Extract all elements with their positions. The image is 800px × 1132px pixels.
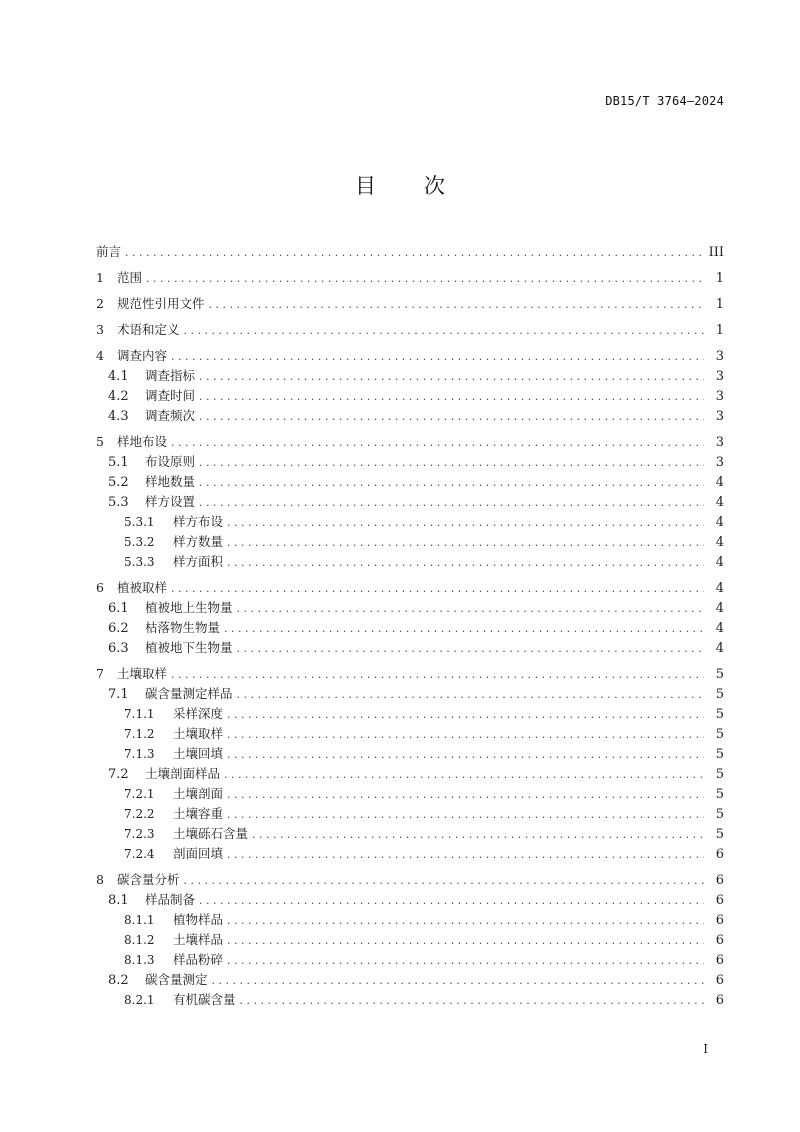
title-char-2: 次 [424,174,445,198]
toc-entry-page: 4 [715,535,724,550]
toc-entry-label: 前言 [96,244,122,259]
toc-entry[interactable] [96,724,724,744]
toc-dot-leader [237,599,704,619]
toc-entry[interactable] [96,950,724,970]
toc-entry[interactable] [96,618,724,638]
toc-entry-number: 8.1.1 [124,913,155,927]
toc-dot-leader [227,553,704,573]
page-title [0,170,800,200]
toc-entry-page: 4 [715,641,724,656]
toc-entry-number: 8.1.3 [124,953,155,967]
toc-entry[interactable] [96,512,724,532]
toc-entry-page: 6 [715,953,724,968]
toc-entry-page: 5 [715,747,724,762]
toc-dot-leader [227,725,704,745]
toc-dot-leader [146,269,704,289]
toc-dot-leader [209,295,704,315]
toc-dot-leader [237,639,704,659]
toc-entry-label: 样品制备 [145,892,196,907]
toc-dot-leader [227,845,704,865]
toc-dot-leader [199,387,704,407]
toc-entry-label: 土壤剖面样品 [145,766,221,781]
toc-dot-leader [171,665,704,685]
toc-entry-number: 7.2.4 [124,847,155,861]
toc-dot-leader [252,825,704,845]
toc-entry-number: 8 [96,872,104,887]
toc-entry[interactable] [96,268,724,288]
toc-entry-number: 4.3 [108,409,129,424]
toc-entry[interactable] [96,320,724,340]
toc-dot-leader [227,931,704,951]
toc-entry[interactable] [96,990,724,1010]
toc-entry[interactable] [96,704,724,724]
toc-entry-page: 4 [715,495,724,510]
toc-entry-label: 碳含量分析 [117,872,180,887]
toc-entry-label: 植被地上生物量 [145,600,233,615]
table-of-contents [96,242,724,1010]
toc-entry-label: 调查频次 [145,408,196,423]
toc-entry-page: 4 [715,515,724,530]
toc-entry-number: 5.3 [108,495,129,510]
toc-entry-label: 植被地下生物量 [145,640,233,655]
toc-dot-leader [224,619,704,639]
toc-entry-label: 样品粉碎 [173,952,224,967]
toc-entry[interactable] [96,824,724,844]
toc-dot-leader [171,433,704,453]
toc-entry-number: 8.2.1 [124,993,155,1007]
toc-dot-leader [184,871,704,891]
toc-entry-label: 植被取样 [117,580,168,595]
toc-entry-label: 碳含量测定样品 [145,686,233,701]
toc-entry-number: 7.1 [108,687,129,702]
toc-entry-label: 碳含量测定 [145,972,208,987]
toc-entry-page: 1 [715,297,724,312]
toc-entry-number: 5.3.3 [124,555,155,569]
toc-entry[interactable] [96,386,724,406]
toc-entry-label: 调查内容 [117,348,168,363]
toc-entry-number: 4.2 [108,389,129,404]
toc-entry-page: 6 [715,847,724,862]
toc-entry-label: 土壤剖面 [173,786,224,801]
toc-entry[interactable] [96,970,724,990]
toc-entry-label: 调查指标 [145,368,196,383]
toc-entry-page: 5 [715,767,724,782]
toc-entry-label: 土壤砾石含量 [173,826,249,841]
toc-dot-leader [227,951,704,971]
toc-entry[interactable] [96,366,724,386]
toc-entry-label: 土壤容重 [173,806,224,821]
toc-entry-number: 7.2 [108,767,129,782]
toc-entry-label: 样方数量 [173,534,224,549]
toc-entry[interactable] [96,910,724,930]
toc-entry-number: 7.1.3 [124,747,155,761]
toc-entry-number: 7.2.2 [124,807,155,821]
toc-entry[interactable] [96,664,724,684]
toc-dot-leader [227,533,704,553]
toc-entry-number: 8.1 [108,893,129,908]
toc-entry[interactable] [96,346,724,366]
toc-dot-leader [227,513,704,533]
toc-entry[interactable] [96,242,724,262]
toc-entry-number: 6.2 [108,621,129,636]
toc-entry-page: 6 [715,973,724,988]
toc-entry-page: 6 [715,893,724,908]
toc-entry-page: 4 [715,601,724,616]
toc-entry-label: 样地数量 [145,474,196,489]
toc-entry-number: 5.3.1 [124,515,155,529]
toc-entry-number: 6.1 [108,601,129,616]
toc-entry[interactable] [96,552,724,572]
toc-entry-number: 1 [96,270,104,285]
toc-dot-leader [171,347,704,367]
toc-entry-page: 6 [715,933,724,948]
toc-entry-number: 8.2 [108,973,129,988]
toc-entry-page: 6 [715,873,724,888]
toc-entry-label: 样方设置 [145,494,196,509]
toc-entry-number: 5.1 [108,455,129,470]
toc-entry-number: 7.1.2 [124,727,155,741]
toc-entry-label: 植物样品 [173,912,224,927]
toc-entry[interactable] [96,598,724,618]
toc-entry-label: 采样深度 [173,706,224,721]
toc-entry-page: 4 [715,581,724,596]
toc-dot-leader [199,473,704,493]
toc-entry[interactable] [96,452,724,472]
toc-entry-page: 4 [715,475,724,490]
toc-entry-page: 5 [715,807,724,822]
toc-entry-label: 有机碳含量 [173,992,236,1007]
toc-entry-page: 1 [715,271,724,286]
toc-dot-leader [125,243,703,263]
toc-entry-label: 术语和定义 [117,322,180,337]
toc-entry-number: 7.1.1 [124,707,155,721]
toc-entry-number: 8.1.2 [124,933,155,947]
toc-entry[interactable] [96,684,724,704]
toc-entry-number: 7 [96,666,104,681]
toc-entry-label: 调查时间 [145,388,196,403]
toc-entry-label: 样方面积 [173,554,224,569]
toc-dot-leader [199,407,704,427]
toc-entry-page: 6 [715,913,724,928]
toc-entry-number: 7.2.1 [124,787,155,801]
toc-entry-page: 3 [715,349,724,364]
toc-entry-label: 剖面回填 [173,846,224,861]
toc-entry-label: 范围 [117,270,143,285]
toc-dot-leader [199,453,704,473]
toc-entry-number: 7.2.3 [124,827,155,841]
toc-entry-number: 6 [96,580,104,595]
toc-entry-number: 4 [96,348,104,363]
toc-entry[interactable] [96,890,724,910]
toc-entry[interactable] [96,432,724,452]
toc-entry-page: 3 [715,435,724,450]
toc-entry[interactable] [96,532,724,552]
toc-dot-leader [237,685,704,705]
toc-entry[interactable] [96,294,724,314]
toc-entry-label: 规范性引用文件 [117,296,205,311]
toc-entry-page: 6 [715,993,724,1008]
toc-entry-page: 5 [715,707,724,722]
toc-dot-leader [227,785,704,805]
toc-entry-page: 4 [715,621,724,636]
toc-entry[interactable] [96,492,724,512]
toc-entry-page: 4 [715,555,724,570]
toc-entry-page: 5 [715,787,724,802]
toc-entry-number: 4.1 [108,369,129,384]
toc-entry-page: 5 [715,667,724,682]
toc-entry-page: 3 [715,455,724,470]
toc-entry[interactable] [96,870,724,890]
toc-entry[interactable] [96,804,724,824]
toc-entry-label: 枯落物生物量 [145,620,221,635]
toc-dot-leader [199,367,704,387]
toc-entry-number: 5 [96,434,104,449]
toc-dot-leader [224,765,704,785]
toc-entry[interactable] [96,844,724,864]
toc-entry-number: 5.2 [108,475,129,490]
toc-entry-label: 土壤回填 [173,746,224,761]
document-code: DB15/T 3764—2024 [605,94,724,108]
footer-page-number: I [703,1042,708,1056]
toc-entry[interactable] [96,764,724,784]
toc-entry-label: 样地布设 [117,434,168,449]
toc-entry-page: 3 [715,369,724,384]
toc-dot-leader [171,579,704,599]
toc-entry-number: 2 [96,296,104,311]
toc-entry-number: 5.3.2 [124,535,155,549]
toc-dot-leader [212,971,704,991]
toc-entry-page: 5 [715,827,724,842]
toc-entry[interactable] [96,930,724,950]
toc-entry-label: 土壤取样 [117,666,168,681]
toc-dot-leader [227,805,704,825]
title-char-1: 目 [355,174,376,198]
toc-entry-page: 5 [715,727,724,742]
toc-dot-leader [227,705,704,725]
toc-entry-number: 6.3 [108,641,129,656]
toc-entry[interactable] [96,784,724,804]
toc-entry-page: III [708,245,724,260]
toc-entry-page: 5 [715,687,724,702]
toc-dot-leader [199,493,704,513]
toc-entry-page: 3 [715,389,724,404]
toc-entry[interactable] [96,472,724,492]
toc-entry-page: 3 [715,409,724,424]
toc-entry-page: 1 [715,323,724,338]
toc-dot-leader [240,991,704,1011]
toc-entry-label: 样方布设 [173,514,224,529]
toc-entry-label: 土壤取样 [173,726,224,741]
toc-dot-leader [184,321,704,341]
toc-entry[interactable] [96,578,724,598]
toc-entry-number: 3 [96,322,104,337]
toc-entry-label: 布设原则 [145,454,196,469]
toc-entry[interactable] [96,638,724,658]
toc-entry[interactable] [96,744,724,764]
toc-entry[interactable] [96,406,724,426]
toc-entry-label: 土壤样品 [173,932,224,947]
toc-dot-leader [227,911,704,931]
toc-dot-leader [227,745,704,765]
toc-dot-leader [199,891,704,911]
